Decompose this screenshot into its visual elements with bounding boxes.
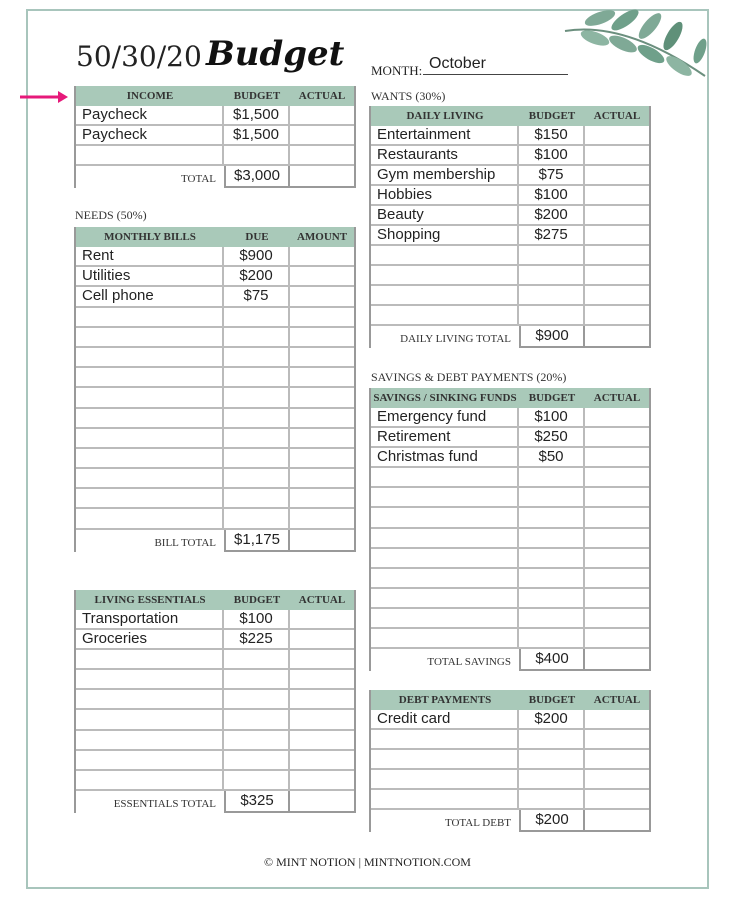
- amount-cell[interactable]: [585, 569, 649, 587]
- amount-cell[interactable]: [290, 751, 354, 769]
- amount-cell[interactable]: [290, 610, 354, 628]
- amount-cell[interactable]: [519, 750, 585, 768]
- table-row: [371, 146, 649, 166]
- living-essentials-table: [74, 590, 356, 813]
- table-row: [76, 146, 354, 166]
- item-cell[interactable]: [76, 388, 224, 406]
- amount-cell[interactable]: [519, 569, 585, 587]
- total-value[interactable]: $325: [224, 791, 290, 813]
- column-header: ACTUAL: [298, 90, 346, 102]
- savings-section-title: SAVINGS & DEBT PAYMENTS (20%): [371, 370, 567, 384]
- table-row: [371, 629, 649, 649]
- column-header: AMOUNT: [296, 231, 348, 243]
- amount-cell[interactable]: [519, 246, 585, 264]
- table-row: [76, 751, 354, 771]
- item-cell[interactable]: [76, 348, 224, 366]
- amount-cell[interactable]: [519, 266, 585, 284]
- table-row: [76, 328, 354, 348]
- amount-cell[interactable]: [519, 589, 585, 607]
- amount-cell[interactable]: [585, 226, 649, 244]
- table-header: [76, 227, 354, 247]
- column-header: DAILY LIVING: [406, 110, 484, 122]
- column-header: LIVING ESSENTIALS: [94, 594, 206, 606]
- total-actual[interactable]: [585, 326, 651, 348]
- table-row: [76, 348, 354, 368]
- amount-cell[interactable]: [290, 126, 354, 144]
- amount-cell[interactable]: [290, 650, 354, 668]
- item-cell[interactable]: [371, 609, 519, 627]
- table-row: [76, 731, 354, 751]
- amount-cell[interactable]: [585, 750, 649, 768]
- amount-cell[interactable]: [519, 629, 585, 647]
- total-value[interactable]: $1,175: [224, 530, 290, 552]
- total-row: [74, 166, 356, 188]
- column-header: ACTUAL: [298, 594, 346, 606]
- table-row: [76, 509, 354, 529]
- amount-cell[interactable]: [585, 246, 649, 264]
- item-cell[interactable]: Beauty: [371, 206, 519, 224]
- item-cell[interactable]: [371, 790, 519, 808]
- amount-cell[interactable]: [585, 529, 649, 547]
- table-row: [371, 750, 649, 770]
- amount-cell[interactable]: [585, 629, 649, 647]
- table-row: [371, 589, 649, 609]
- table-row: [76, 771, 354, 791]
- table-row: [76, 610, 354, 630]
- total-actual[interactable]: [585, 649, 651, 671]
- column-header: BUDGET: [528, 694, 576, 706]
- amount-cell[interactable]: [585, 186, 649, 204]
- table-row: [371, 266, 649, 286]
- column-header: BUDGET: [233, 594, 281, 606]
- column-header: DUE: [245, 231, 269, 243]
- table-row: [371, 246, 649, 266]
- amount-cell[interactable]: [290, 388, 354, 406]
- amount-cell[interactable]: [290, 449, 354, 467]
- amount-cell[interactable]: $100: [519, 146, 585, 164]
- item-cell[interactable]: [76, 650, 224, 668]
- amount-cell[interactable]: [585, 166, 649, 184]
- item-cell[interactable]: [76, 368, 224, 386]
- item-cell[interactable]: Transportation: [76, 610, 224, 628]
- monthly-bills-table: [74, 227, 356, 552]
- amount-cell[interactable]: [519, 286, 585, 304]
- item-cell[interactable]: [76, 771, 224, 789]
- amount-cell[interactable]: [224, 146, 290, 164]
- amount-cell[interactable]: $75: [519, 166, 585, 184]
- amount-cell[interactable]: [290, 710, 354, 728]
- total-label: ESSENTIALS TOTAL: [113, 797, 216, 810]
- table-row: [76, 287, 354, 307]
- table-row: [371, 730, 649, 750]
- table-row: [76, 106, 354, 126]
- item-cell[interactable]: Utilities: [76, 267, 224, 285]
- daily-living-table: [369, 106, 651, 348]
- amount-cell[interactable]: $75: [224, 287, 290, 305]
- amount-cell[interactable]: [290, 489, 354, 507]
- amount-cell[interactable]: $150: [519, 126, 585, 144]
- total-label: DAILY LIVING TOTAL: [400, 333, 511, 345]
- item-cell[interactable]: [371, 508, 519, 526]
- item-cell[interactable]: [371, 750, 519, 768]
- amount-cell[interactable]: [519, 488, 585, 506]
- column-header: ACTUAL: [593, 392, 641, 404]
- amount-cell[interactable]: [224, 469, 290, 487]
- total-row: [369, 810, 651, 832]
- amount-cell[interactable]: [519, 508, 585, 526]
- amount-cell[interactable]: [290, 328, 354, 346]
- table-row: [371, 226, 649, 246]
- item-cell[interactable]: Christmas fund: [371, 448, 519, 466]
- amount-cell[interactable]: [585, 146, 649, 164]
- page-title-numbers: 50/30/20: [76, 40, 202, 73]
- amount-cell[interactable]: [224, 429, 290, 447]
- total-label: TOTAL: [181, 173, 216, 185]
- amount-cell[interactable]: [519, 468, 585, 486]
- amount-cell[interactable]: [224, 710, 290, 728]
- item-cell[interactable]: Paycheck: [76, 126, 224, 144]
- table-row: [76, 469, 354, 489]
- table-row: [371, 286, 649, 306]
- total-row: [74, 791, 356, 813]
- amount-cell[interactable]: [290, 670, 354, 688]
- total-label: TOTAL SAVINGS: [427, 656, 511, 669]
- table-row: [371, 569, 649, 589]
- item-cell[interactable]: [76, 469, 224, 487]
- amount-cell[interactable]: [224, 731, 290, 749]
- table-row: [371, 770, 649, 790]
- column-header: BUDGET: [528, 392, 576, 404]
- item-cell[interactable]: Cell phone: [76, 287, 224, 305]
- total-value[interactable]: $900: [519, 326, 585, 348]
- table-row: [371, 206, 649, 226]
- column-header: MONTHLY BILLS: [104, 231, 196, 243]
- column-header: DEBT PAYMENTS: [398, 694, 492, 706]
- table-header: [371, 388, 649, 408]
- table-row: [371, 306, 649, 326]
- leaf-decoration-icon: [555, 6, 715, 96]
- item-cell[interactable]: Restaurants: [371, 146, 519, 164]
- amount-cell[interactable]: $225: [224, 630, 290, 648]
- amount-cell[interactable]: [224, 690, 290, 708]
- amount-cell[interactable]: $200: [519, 206, 585, 224]
- footer-credit: © MINT NOTION | MINTNOTION.COM: [264, 855, 471, 869]
- item-cell[interactable]: [371, 730, 519, 748]
- amount-cell[interactable]: $100: [519, 408, 585, 426]
- arrow-right-icon: [18, 88, 70, 106]
- table-row: [371, 166, 649, 186]
- table-row: [371, 408, 649, 428]
- item-cell[interactable]: Credit card: [371, 710, 519, 728]
- item-cell[interactable]: [76, 328, 224, 346]
- amount-cell[interactable]: [585, 549, 649, 567]
- item-cell[interactable]: [76, 670, 224, 688]
- table-row: [76, 690, 354, 710]
- table-row: [76, 388, 354, 408]
- needs-section-title: NEEDS (50%): [75, 208, 147, 222]
- column-header: BUDGET: [233, 90, 281, 102]
- table-row: [371, 790, 649, 810]
- amount-cell[interactable]: [519, 306, 585, 324]
- amount-cell[interactable]: [585, 408, 649, 426]
- table-row: [371, 448, 649, 468]
- item-cell[interactable]: [371, 488, 519, 506]
- amount-cell[interactable]: [224, 509, 290, 527]
- amount-cell[interactable]: [585, 589, 649, 607]
- amount-cell[interactable]: [290, 469, 354, 487]
- amount-cell[interactable]: [519, 529, 585, 547]
- table-row: [76, 710, 354, 730]
- column-header: INCOME: [126, 90, 174, 102]
- table-row: [76, 409, 354, 429]
- amount-cell[interactable]: [290, 509, 354, 527]
- amount-cell[interactable]: [585, 710, 649, 728]
- table-header: [76, 86, 354, 106]
- table-row: [76, 368, 354, 388]
- total-actual[interactable]: [585, 810, 651, 832]
- item-cell[interactable]: [76, 710, 224, 728]
- total-actual[interactable]: [290, 791, 356, 813]
- amount-cell[interactable]: [224, 328, 290, 346]
- table-row: [76, 308, 354, 328]
- item-cell[interactable]: [371, 468, 519, 486]
- table-row: [371, 126, 649, 146]
- amount-cell[interactable]: [290, 106, 354, 124]
- item-cell[interactable]: [371, 246, 519, 264]
- amount-cell[interactable]: [224, 771, 290, 789]
- item-cell[interactable]: [371, 549, 519, 567]
- amount-cell[interactable]: [224, 670, 290, 688]
- item-cell[interactable]: [371, 266, 519, 284]
- item-cell[interactable]: Retirement: [371, 428, 519, 446]
- table-row: [76, 670, 354, 690]
- amount-cell[interactable]: $1,500: [224, 126, 290, 144]
- amount-cell[interactable]: [519, 790, 585, 808]
- total-value[interactable]: $400: [519, 649, 585, 671]
- table-row: [76, 489, 354, 509]
- amount-cell[interactable]: [224, 751, 290, 769]
- item-cell[interactable]: [76, 449, 224, 467]
- amount-cell[interactable]: $250: [519, 428, 585, 446]
- item-cell[interactable]: [371, 770, 519, 788]
- item-cell[interactable]: [76, 509, 224, 527]
- amount-cell[interactable]: [224, 368, 290, 386]
- amount-cell[interactable]: $200: [519, 710, 585, 728]
- table-row: [76, 126, 354, 146]
- item-cell[interactable]: Emergency fund: [371, 408, 519, 426]
- amount-cell[interactable]: [585, 730, 649, 748]
- table-header: [371, 690, 649, 710]
- table-row: [76, 449, 354, 469]
- item-cell[interactable]: Groceries: [76, 630, 224, 648]
- amount-cell[interactable]: [290, 368, 354, 386]
- amount-cell[interactable]: $275: [519, 226, 585, 244]
- amount-cell[interactable]: $100: [224, 610, 290, 628]
- item-cell[interactable]: Paycheck: [76, 106, 224, 124]
- total-row: [369, 326, 651, 348]
- column-header: ACTUAL: [593, 110, 641, 122]
- item-cell[interactable]: [371, 589, 519, 607]
- item-cell[interactable]: [76, 429, 224, 447]
- table-row: [371, 468, 649, 488]
- amount-cell[interactable]: [585, 266, 649, 284]
- table-row: [76, 429, 354, 449]
- income-table: [74, 86, 356, 188]
- item-cell[interactable]: [371, 529, 519, 547]
- amount-cell[interactable]: [585, 488, 649, 506]
- column-header: SAVINGS / SINKING FUNDS: [373, 392, 517, 404]
- amount-cell[interactable]: [585, 770, 649, 788]
- item-cell[interactable]: [76, 751, 224, 769]
- amount-cell[interactable]: [224, 489, 290, 507]
- amount-cell[interactable]: [290, 630, 354, 648]
- item-cell[interactable]: [76, 690, 224, 708]
- amount-cell[interactable]: [585, 508, 649, 526]
- amount-cell[interactable]: [290, 690, 354, 708]
- amount-cell[interactable]: [585, 206, 649, 224]
- amount-cell[interactable]: [224, 449, 290, 467]
- amount-cell[interactable]: [585, 428, 649, 446]
- amount-cell[interactable]: [519, 730, 585, 748]
- amount-cell[interactable]: [224, 409, 290, 427]
- table-row: [76, 247, 354, 267]
- total-label: TOTAL DEBT: [444, 817, 511, 829]
- total-actual[interactable]: [290, 166, 356, 188]
- amount-cell[interactable]: [519, 549, 585, 567]
- amount-cell[interactable]: [290, 348, 354, 366]
- amount-cell[interactable]: [585, 286, 649, 304]
- month-field[interactable]: October: [423, 55, 568, 75]
- item-cell[interactable]: Shopping: [371, 226, 519, 244]
- item-cell[interactable]: [371, 569, 519, 587]
- table-row: [371, 488, 649, 508]
- amount-cell[interactable]: [290, 409, 354, 427]
- amount-cell[interactable]: [585, 609, 649, 627]
- table-row: [76, 650, 354, 670]
- total-value[interactable]: $3,000: [224, 166, 290, 188]
- amount-cell[interactable]: [585, 306, 649, 324]
- amount-cell[interactable]: [290, 287, 354, 305]
- amount-cell[interactable]: [290, 731, 354, 749]
- amount-cell[interactable]: [290, 247, 354, 265]
- amount-cell[interactable]: [585, 126, 649, 144]
- item-cell[interactable]: [76, 489, 224, 507]
- amount-cell[interactable]: [290, 267, 354, 285]
- total-actual[interactable]: [290, 530, 356, 552]
- total-row: [74, 530, 356, 552]
- table-row: [76, 267, 354, 287]
- amount-cell[interactable]: [224, 308, 290, 326]
- amount-cell[interactable]: [585, 468, 649, 486]
- total-row: [369, 649, 651, 671]
- item-cell[interactable]: [76, 146, 224, 164]
- amount-cell[interactable]: [585, 790, 649, 808]
- amount-cell[interactable]: [224, 348, 290, 366]
- table-header: [76, 590, 354, 610]
- amount-cell[interactable]: [224, 650, 290, 668]
- item-cell[interactable]: [76, 308, 224, 326]
- amount-cell[interactable]: [290, 429, 354, 447]
- amount-cell[interactable]: $900: [224, 247, 290, 265]
- amount-cell[interactable]: [224, 388, 290, 406]
- amount-cell[interactable]: $1,500: [224, 106, 290, 124]
- item-cell[interactable]: Hobbies: [371, 186, 519, 204]
- item-cell[interactable]: Entertainment: [371, 126, 519, 144]
- column-header: ACTUAL: [593, 694, 641, 706]
- wants-section-title: WANTS (30%): [371, 89, 446, 103]
- amount-cell[interactable]: [290, 308, 354, 326]
- item-cell[interactable]: [371, 306, 519, 324]
- table-row: [371, 549, 649, 569]
- item-cell[interactable]: [76, 731, 224, 749]
- savings-table: [369, 388, 651, 671]
- amount-cell[interactable]: [290, 146, 354, 164]
- item-cell[interactable]: [76, 409, 224, 427]
- table-row: [371, 508, 649, 528]
- amount-cell[interactable]: $100: [519, 186, 585, 204]
- table-row: [371, 609, 649, 629]
- page-title-word: Budget: [206, 34, 345, 74]
- debt-payments-table: [369, 690, 651, 832]
- amount-cell[interactable]: $200: [224, 267, 290, 285]
- table-row: [371, 529, 649, 549]
- table-row: [371, 186, 649, 206]
- amount-cell[interactable]: $50: [519, 448, 585, 466]
- item-cell[interactable]: Rent: [76, 247, 224, 265]
- table-row: [371, 710, 649, 730]
- amount-cell[interactable]: [290, 771, 354, 789]
- table-row: [76, 630, 354, 650]
- item-cell[interactable]: [371, 629, 519, 647]
- total-value[interactable]: $200: [519, 810, 585, 832]
- month-label: MONTH:: [371, 63, 423, 78]
- amount-cell[interactable]: [519, 609, 585, 627]
- column-header: BUDGET: [528, 110, 576, 122]
- item-cell[interactable]: [371, 286, 519, 304]
- table-row: [371, 428, 649, 448]
- total-label: BILL TOTAL: [154, 536, 216, 549]
- amount-cell[interactable]: [519, 770, 585, 788]
- amount-cell[interactable]: [585, 448, 649, 466]
- table-header: [371, 106, 649, 126]
- item-cell[interactable]: Gym membership: [371, 166, 519, 184]
